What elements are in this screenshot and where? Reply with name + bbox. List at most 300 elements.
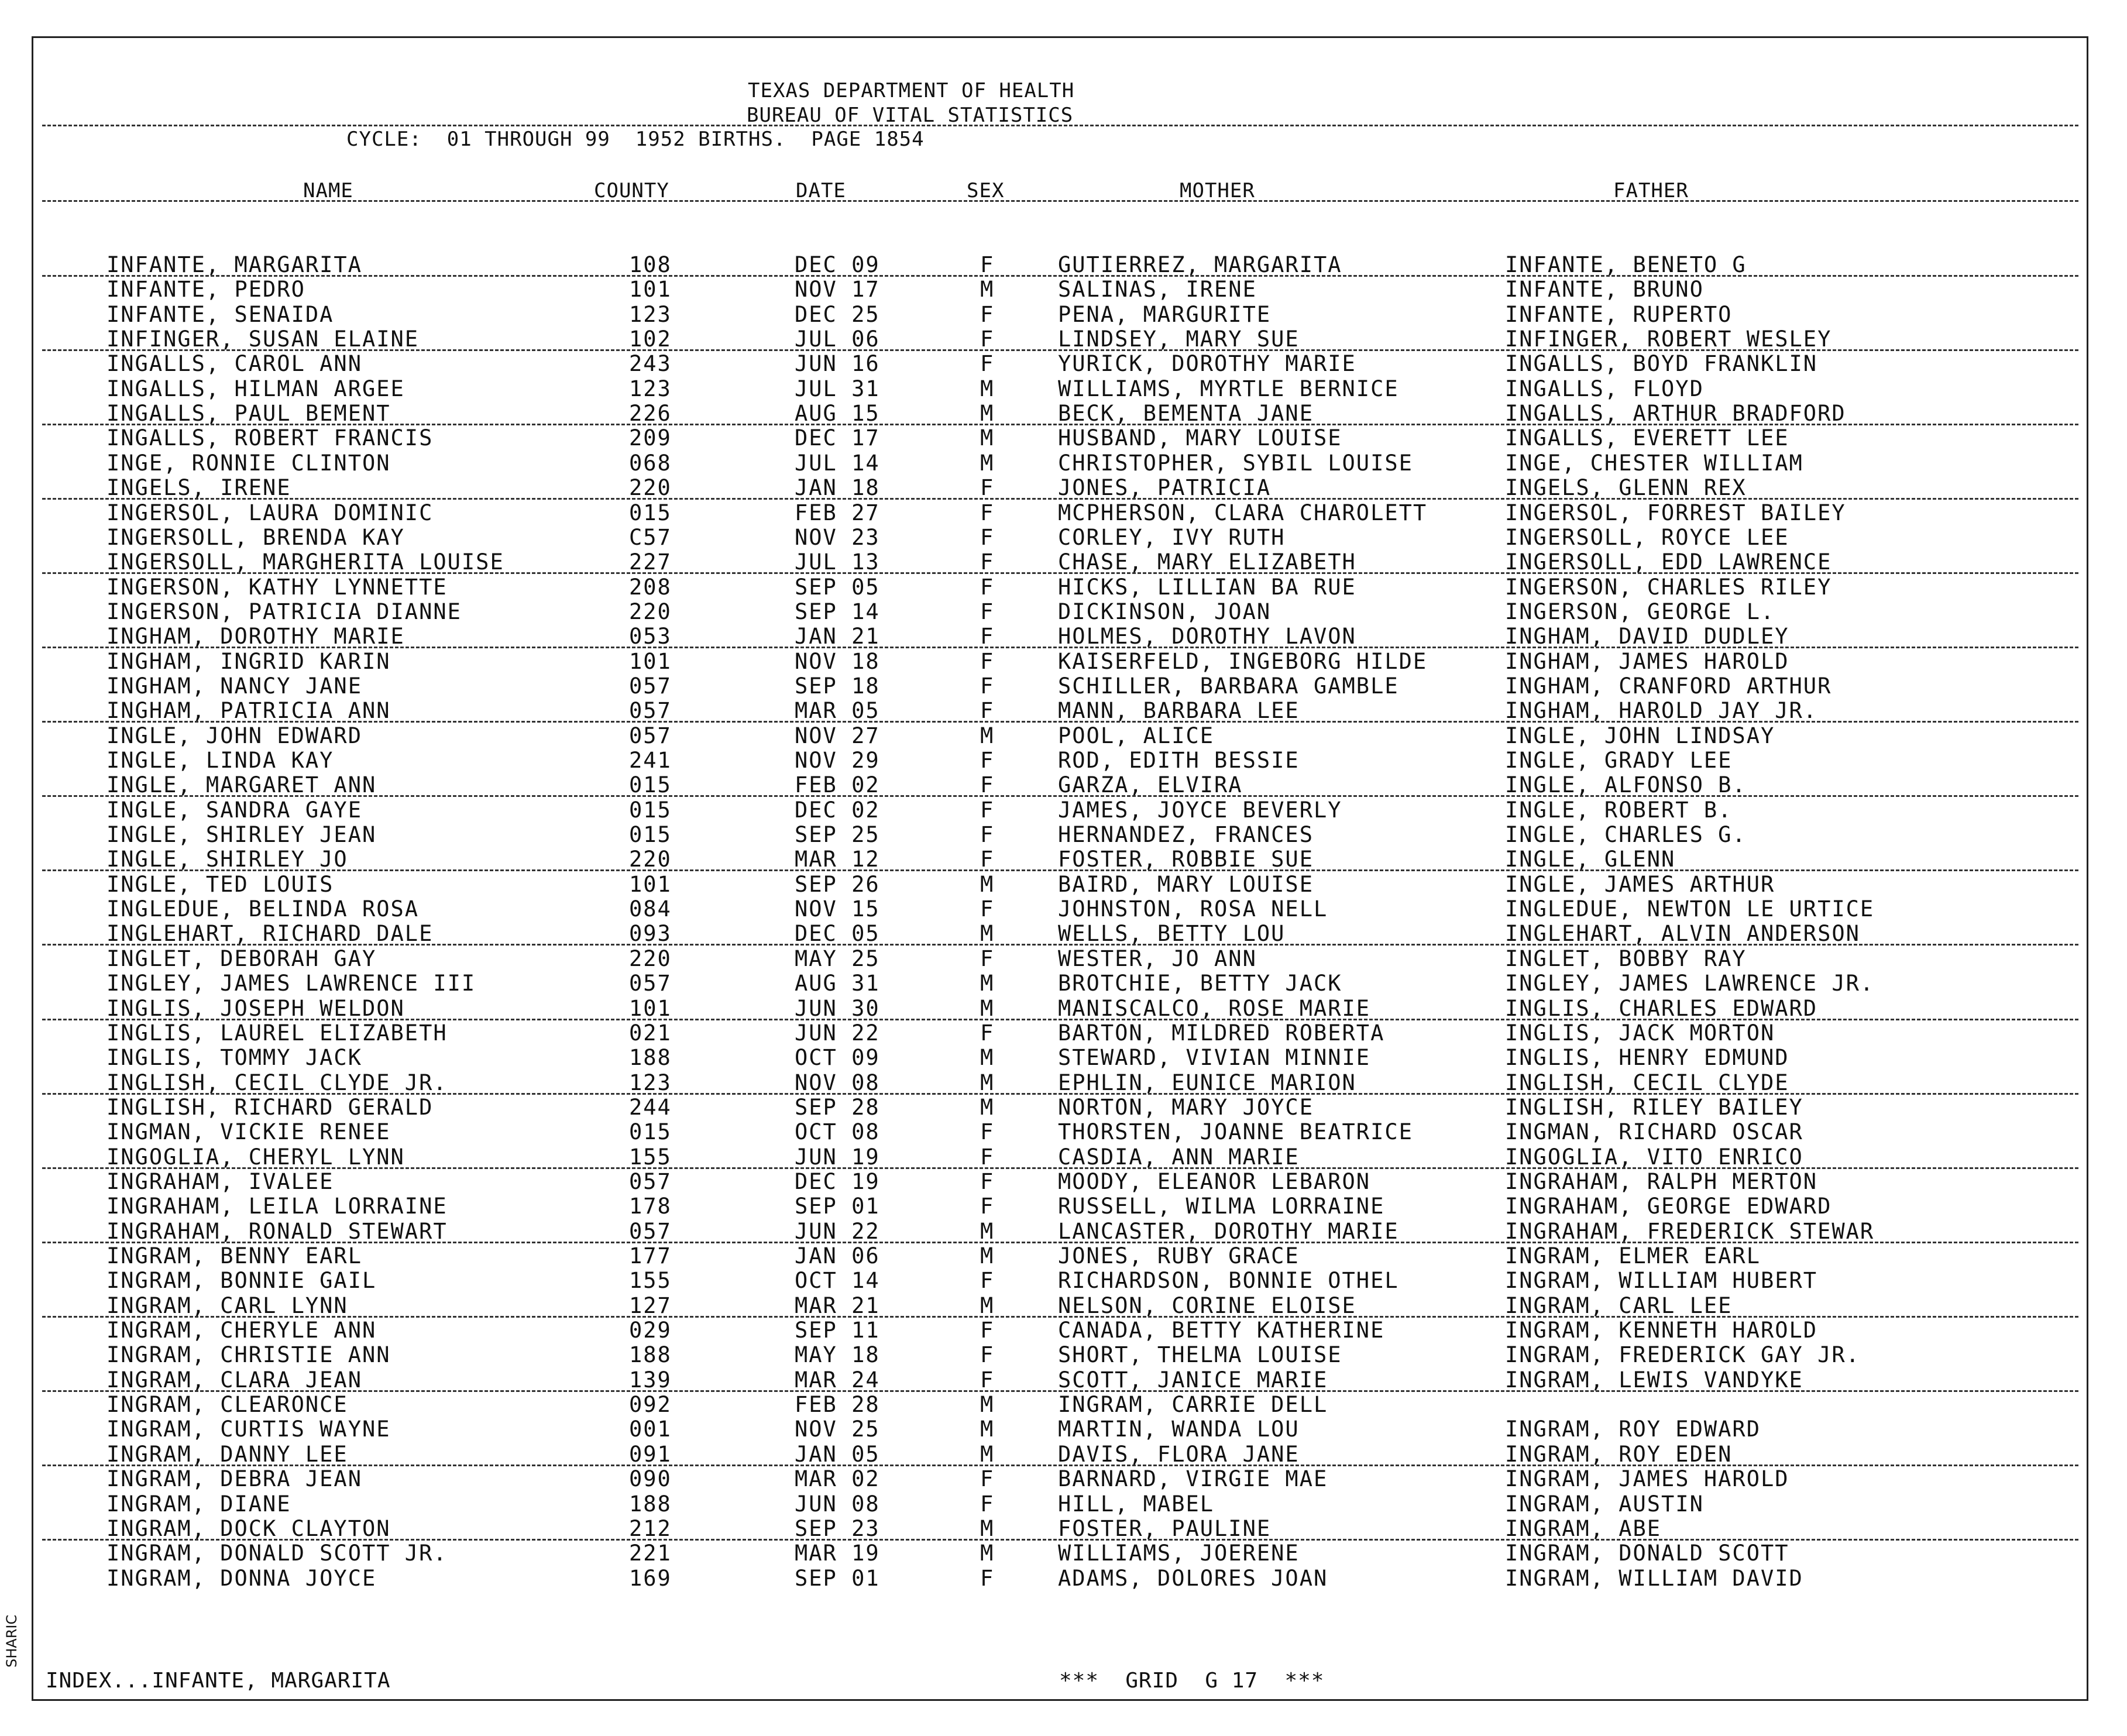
record-date: NOV 23 <box>795 524 880 550</box>
record-name: INGLIS, TOMMY JACK <box>106 1045 362 1071</box>
record-father: INGRAM, WILLIAM HUBERT <box>1505 1268 1818 1294</box>
record-father: INGRAM, CARL LEE <box>1505 1292 1733 1318</box>
record-father: INGHAM, JAMES HAROLD <box>1505 648 1789 674</box>
record-county: 220 <box>629 946 672 971</box>
record-sex: F <box>980 500 995 525</box>
record-father: INGERSOLL, ROYCE LEE <box>1505 524 1789 550</box>
record-name: INGRAM, CLEARONCE <box>106 1392 348 1418</box>
record-date: JAN 05 <box>795 1441 880 1467</box>
record-sex: M <box>980 995 995 1021</box>
table-row <box>0 699 2127 723</box>
record-county: 057 <box>629 1218 672 1244</box>
record-county: 091 <box>629 1441 672 1467</box>
record-date: SEP 26 <box>795 871 880 897</box>
record-mother: CASDIA, ANN MARIE <box>1058 1144 1300 1170</box>
table-row <box>0 352 2127 376</box>
record-sex: F <box>980 772 995 798</box>
record-date: SEP 01 <box>795 1194 880 1219</box>
record-sex: M <box>980 1292 995 1318</box>
record-sex: M <box>980 1070 995 1095</box>
record-date: OCT 09 <box>795 1045 880 1071</box>
record-mother: JONES, PATRICIA <box>1058 475 1272 501</box>
record-date: NOV 18 <box>795 648 880 674</box>
record-name: INFINGER, SUSAN ELAINE <box>106 326 420 352</box>
record-mother: HERNANDEZ, FRANCES <box>1058 822 1314 848</box>
record-date: NOV 29 <box>795 748 880 773</box>
record-sex: F <box>980 698 995 724</box>
row-group-rule <box>42 572 2078 574</box>
table-row <box>0 1541 2127 1566</box>
record-county: 177 <box>629 1243 672 1269</box>
record-father: INGLE, JOHN LINDSAY <box>1505 723 1775 748</box>
record-date: FEB 02 <box>795 772 880 798</box>
record-sex: F <box>980 301 995 327</box>
table-row <box>0 1517 2127 1541</box>
table-row <box>0 1467 2127 1491</box>
record-county: 001 <box>629 1417 672 1442</box>
record-mother: NELSON, CORINE ELOISE <box>1058 1292 1356 1318</box>
record-name: INGRAM, DONNA JOYCE <box>106 1565 377 1591</box>
record-name: INGRAM, DANNY LEE <box>106 1441 348 1467</box>
record-father: INGHAM, HAROLD JAY JR. <box>1505 698 1818 724</box>
table-row <box>0 847 2127 872</box>
record-sex: F <box>980 1491 995 1517</box>
table-row <box>0 971 2127 996</box>
record-father: INGALLS, BOYD FRANKLIN <box>1505 351 1818 377</box>
record-mother: KAISERFELD, INGEBORG HILDE <box>1058 648 1428 674</box>
record-father: INGRAM, JAMES HAROLD <box>1505 1466 1789 1492</box>
record-name: INGRAM, DEBRA JEAN <box>106 1466 362 1492</box>
record-date: JUN 08 <box>795 1491 880 1517</box>
table-row <box>0 1417 2127 1442</box>
record-father: INGRAM, ROY EDWARD <box>1505 1417 1761 1442</box>
record-date: JUL 14 <box>795 450 880 476</box>
record-mother: JONES, RUBY GRACE <box>1058 1243 1300 1269</box>
record-father: INGERSOL, FORREST BAILEY <box>1505 500 1846 525</box>
record-date: OCT 14 <box>795 1268 880 1294</box>
record-name: INGLE, SHIRLEY JO <box>106 847 348 872</box>
record-mother: CANADA, BETTY KATHERINE <box>1058 1318 1385 1343</box>
record-father: INGLE, JAMES ARTHUR <box>1505 871 1775 897</box>
record-father: INGLE, GLENN <box>1505 847 1676 872</box>
record-name: INGERSOLL, MARGHERITA LOUISE <box>106 549 504 575</box>
record-name: INGELS, IRENE <box>106 475 291 501</box>
record-county: 015 <box>629 772 672 798</box>
record-county: 243 <box>629 351 672 377</box>
record-sex: F <box>980 1318 995 1343</box>
record-father: INGRAHAM, FREDERICK STEWAR <box>1505 1218 1875 1244</box>
column-header-name: NAME <box>303 179 353 202</box>
record-county: 101 <box>629 995 672 1021</box>
record-county: 178 <box>629 1194 672 1219</box>
record-mother: ROD, EDITH BESSIE <box>1058 748 1300 773</box>
table-row <box>0 724 2127 748</box>
record-mother: CORLEY, IVY RUTH <box>1058 524 1286 550</box>
table-row <box>0 1095 2127 1120</box>
record-sex: F <box>980 1168 995 1194</box>
record-county: 057 <box>629 723 672 748</box>
record-county: 015 <box>629 1119 672 1145</box>
record-mother: WESTER, JO ANN <box>1058 946 1257 971</box>
table-row <box>0 1294 2127 1318</box>
record-father: INGLIS, HENRY EDMUND <box>1505 1045 1789 1071</box>
record-name: INGLE, MARGARET ANN <box>106 772 377 798</box>
record-sex: F <box>980 1268 995 1294</box>
record-mother: BARNARD, VIRGIE MAE <box>1058 1466 1328 1492</box>
record-mother: FOSTER, PAULINE <box>1058 1515 1272 1541</box>
record-mother: JOHNSTON, ROSA NELL <box>1058 896 1328 922</box>
record-name: INGERSON, KATHY LYNNETTE <box>106 574 448 600</box>
record-mother: FOSTER, ROBBIE SUE <box>1058 847 1314 872</box>
record-sex: F <box>980 1565 995 1591</box>
record-date: NOV 25 <box>795 1417 880 1442</box>
record-sex: F <box>980 648 995 674</box>
record-mother: BARTON, MILDRED ROBERTA <box>1058 1020 1385 1046</box>
record-mother: RICHARDSON, BONNIE OTHEL <box>1058 1268 1399 1294</box>
record-mother: WILLIAMS, MYRTLE BERNICE <box>1058 376 1399 401</box>
table-row <box>0 798 2127 823</box>
record-mother: EPHLIN, EUNICE MARION <box>1058 1070 1356 1095</box>
record-date: DEC 09 <box>795 252 880 277</box>
table-row <box>0 1442 2127 1467</box>
record-date: JUL 06 <box>795 326 880 352</box>
record-mother: STEWARD, VIVIAN MINNIE <box>1058 1045 1371 1071</box>
record-county: 220 <box>629 475 672 501</box>
record-mother: LINDSEY, MARY SUE <box>1058 326 1300 352</box>
record-name: INGERSOL, LAURA DOMINIC <box>106 500 434 525</box>
record-mother: MANISCALCO, ROSE MARIE <box>1058 995 1371 1021</box>
record-date: JAN 06 <box>795 1243 880 1269</box>
record-sex: F <box>980 946 995 971</box>
record-date: NOV 27 <box>795 723 880 748</box>
record-sex: F <box>980 549 995 575</box>
record-father: INGELS, GLENN REX <box>1505 475 1747 501</box>
record-county: 139 <box>629 1367 672 1393</box>
record-mother: DICKINSON, JOAN <box>1058 599 1272 624</box>
record-name: INFANTE, SENAIDA <box>106 301 334 327</box>
record-county: 057 <box>629 971 672 996</box>
record-sex: F <box>980 1119 995 1145</box>
table-row <box>0 773 2127 797</box>
record-county: 057 <box>629 1168 672 1194</box>
record-county: 029 <box>629 1318 672 1343</box>
table-row <box>0 872 2127 897</box>
record-father: INGLIS, JACK MORTON <box>1505 1020 1775 1046</box>
record-county: 021 <box>629 1020 672 1046</box>
record-sex: F <box>980 351 995 377</box>
column-header-mother: MOTHER <box>1180 179 1255 202</box>
record-mother: LANCASTER, DOROTHY MARIE <box>1058 1218 1399 1244</box>
record-date: MAY 25 <box>795 946 880 971</box>
record-sex: F <box>980 1194 995 1219</box>
record-father: INGRAM, WILLIAM DAVID <box>1505 1565 1803 1591</box>
record-father: INGMAN, RICHARD OSCAR <box>1505 1119 1803 1145</box>
record-sex: M <box>980 1392 995 1418</box>
record-father: INGLIS, CHARLES EDWARD <box>1505 995 1818 1021</box>
record-county: 101 <box>629 871 672 897</box>
record-county: 101 <box>629 277 672 302</box>
record-county: 226 <box>629 401 672 427</box>
record-county: 209 <box>629 425 672 451</box>
table-row <box>0 996 2127 1021</box>
record-mother: WILLIAMS, JOERENE <box>1058 1541 1300 1566</box>
record-name: INGHAM, DOROTHY MARIE <box>106 624 405 649</box>
record-father: INGHAM, CRANFORD ARTHUR <box>1505 673 1832 699</box>
record-sex: F <box>980 524 995 550</box>
table-row <box>0 1120 2127 1144</box>
record-name: INGLISH, RICHARD GERALD <box>106 1094 434 1120</box>
record-county: 169 <box>629 1565 672 1591</box>
table-row <box>0 302 2127 327</box>
record-date: SEP 18 <box>795 673 880 699</box>
table-row <box>0 649 2127 674</box>
record-county: 101 <box>629 648 672 674</box>
record-name: INGRAHAM, LEILA LORRAINE <box>106 1194 448 1219</box>
record-county: 127 <box>629 1292 672 1318</box>
table-row <box>0 1021 2127 1046</box>
record-date: DEC 19 <box>795 1168 880 1194</box>
record-sex: F <box>980 797 995 823</box>
record-father: INGLE, ROBERT B. <box>1505 797 1733 823</box>
record-name: INGALLS, PAUL BEMENT <box>106 401 391 427</box>
record-mother: MCPHERSON, CLARA CHAROLETT <box>1058 500 1428 525</box>
record-father: INFANTE, BENETO G <box>1505 252 1747 277</box>
record-mother: MOODY, ELEANOR LEBARON <box>1058 1168 1371 1194</box>
record-sex: M <box>980 1515 995 1541</box>
record-county: 208 <box>629 574 672 600</box>
record-father: INGE, CHESTER WILLIAM <box>1505 450 1803 476</box>
record-date: OCT 08 <box>795 1119 880 1145</box>
record-county: 068 <box>629 450 672 476</box>
record-sex: M <box>980 277 995 302</box>
record-county: 015 <box>629 797 672 823</box>
record-sex: F <box>980 1144 995 1170</box>
record-father: INGRAM, ABE <box>1505 1515 1662 1541</box>
record-name: INGRAM, CHRISTIE ANN <box>106 1342 391 1368</box>
record-mother: ADAMS, DOLORES JOAN <box>1058 1565 1328 1591</box>
record-sex: M <box>980 1541 995 1566</box>
record-name: INFANTE, PEDRO <box>106 277 305 302</box>
table-row <box>0 1343 2127 1367</box>
record-father: INGLEHART, ALVIN ANDERSON <box>1505 921 1860 947</box>
row-group-rule <box>42 498 2078 500</box>
record-sex: F <box>980 1342 995 1368</box>
table-row <box>0 1071 2127 1095</box>
row-group-rule <box>42 721 2078 723</box>
record-name: INGRAM, CLARA JEAN <box>106 1367 362 1393</box>
record-mother: WELLS, BETTY LOU <box>1058 921 1286 947</box>
record-date: MAR 12 <box>795 847 880 872</box>
record-county: 220 <box>629 847 672 872</box>
record-name: INFANTE, MARGARITA <box>106 252 362 277</box>
table-row <box>0 525 2127 550</box>
record-date: JUL 13 <box>795 549 880 575</box>
record-father: INGOGLIA, VITO ENRICO <box>1505 1144 1803 1170</box>
record-county: 057 <box>629 673 672 699</box>
header-bureau: BUREAU OF VITAL STATISTICS <box>747 104 1074 127</box>
record-county: 227 <box>629 549 672 575</box>
record-father: INGALLS, ARTHUR BRADFORD <box>1505 401 1846 427</box>
record-date: JAN 18 <box>795 475 880 501</box>
record-sex: F <box>980 748 995 773</box>
record-mother: HOLMES, DOROTHY LAVON <box>1058 624 1356 649</box>
record-date: SEP 25 <box>795 822 880 848</box>
record-name: INGRAM, CHERYLE ANN <box>106 1318 377 1343</box>
record-date: FEB 28 <box>795 1392 880 1418</box>
record-name: INGHAM, INGRID KARIN <box>106 648 391 674</box>
record-name: INGALLS, ROBERT FRANCIS <box>106 425 434 451</box>
record-name: INGLE, TED LOUIS <box>106 871 334 897</box>
record-date: JUN 22 <box>795 1020 880 1046</box>
record-sex: M <box>980 376 995 401</box>
record-father: INGLE, CHARLES G. <box>1505 822 1747 848</box>
record-name: INGALLS, HILMAN ARGEE <box>106 376 405 401</box>
record-name: INGRAM, DOCK CLAYTON <box>106 1515 391 1541</box>
column-header-county: COUNTY <box>594 179 669 202</box>
record-name: INGRAM, DIANE <box>106 1491 291 1517</box>
record-name: INGERSON, PATRICIA DIANNE <box>106 599 462 624</box>
record-name: INGOGLIA, CHERYL LYNN <box>106 1144 405 1170</box>
table-row <box>0 550 2127 575</box>
record-date: MAR 21 <box>795 1292 880 1318</box>
record-date: JUL 31 <box>795 376 880 401</box>
record-date: NOV 17 <box>795 277 880 302</box>
record-mother: SCOTT, JANICE MARIE <box>1058 1367 1328 1393</box>
record-sex: F <box>980 847 995 872</box>
record-mother: BROTCHIE, BETTY JACK <box>1058 971 1342 996</box>
record-father: INFINGER, ROBERT WESLEY <box>1505 326 1832 352</box>
record-father: INGLEY, JAMES LAWRENCE JR. <box>1505 971 1875 996</box>
record-name: INGLE, JOHN EDWARD <box>106 723 362 748</box>
row-group-rule <box>42 944 2078 946</box>
table-row <box>0 451 2127 476</box>
record-date: SEP 14 <box>795 599 880 624</box>
record-father: INGRAM, ELMER EARL <box>1505 1243 1761 1269</box>
footer-index: INDEX...INFANTE, MARGARITA <box>46 1669 391 1693</box>
record-mother: GUTIERREZ, MARGARITA <box>1058 252 1342 277</box>
record-name: INGMAN, VICKIE RENEE <box>106 1119 391 1145</box>
record-county: 053 <box>629 624 672 649</box>
table-row <box>0 277 2127 302</box>
record-name: INGRAM, DONALD SCOTT JR. <box>106 1541 448 1566</box>
table-row <box>0 1244 2127 1269</box>
record-mother: HICKS, LILLIAN BA RUE <box>1058 574 1356 600</box>
table-row <box>0 377 2127 401</box>
record-date: DEC 05 <box>795 921 880 947</box>
record-county: 244 <box>629 1094 672 1120</box>
record-date: NOV 08 <box>795 1070 880 1095</box>
table-row <box>0 1194 2127 1219</box>
record-name: INGRAHAM, RONALD STEWART <box>106 1218 448 1244</box>
record-date: SEP 11 <box>795 1318 880 1343</box>
table-row <box>0 1145 2127 1170</box>
table-row <box>0 1368 2127 1393</box>
record-county: 123 <box>629 1070 672 1095</box>
record-sex: F <box>980 822 995 848</box>
record-father: INGALLS, FLOYD <box>1505 376 1704 401</box>
header-department: TEXAS DEPARTMENT OF HEALTH <box>748 79 1075 102</box>
record-mother: MARTIN, WANDA LOU <box>1058 1417 1300 1442</box>
column-header-date: DATE <box>796 179 846 202</box>
table-row <box>0 1046 2127 1070</box>
table-row <box>0 922 2127 946</box>
record-mother: MANN, BARBARA LEE <box>1058 698 1300 724</box>
record-mother: PENA, MARGURITE <box>1058 301 1272 327</box>
header-cycle: CYCLE: 01 THROUGH 99 1952 BIRTHS. PAGE 1854 <box>346 128 925 151</box>
record-sex: M <box>980 1094 995 1120</box>
record-sex: M <box>980 971 995 996</box>
record-mother: HUSBAND, MARY LOUISE <box>1058 425 1342 451</box>
record-county: 057 <box>629 698 672 724</box>
record-date: NOV 15 <box>795 896 880 922</box>
table-row <box>0 1269 2127 1293</box>
record-mother: RUSSELL, WILMA LORRAINE <box>1058 1194 1385 1219</box>
table-row <box>0 748 2127 773</box>
record-name: INGLIS, JOSEPH WELDON <box>106 995 405 1021</box>
record-sex: F <box>980 326 995 352</box>
record-date: MAR 24 <box>795 1367 880 1393</box>
record-county: 155 <box>629 1268 672 1294</box>
record-sex: F <box>980 896 995 922</box>
record-county: 221 <box>629 1541 672 1566</box>
record-name: INGLE, SHIRLEY JEAN <box>106 822 377 848</box>
record-county: 102 <box>629 326 672 352</box>
record-date: MAR 19 <box>795 1541 880 1566</box>
record-county: 090 <box>629 1466 672 1492</box>
row-group-rule <box>42 647 2078 648</box>
record-mother: POOL, ALICE <box>1058 723 1215 748</box>
record-name: INGLEDUE, BELINDA ROSA <box>106 896 420 922</box>
record-county: 093 <box>629 921 672 947</box>
record-father: INGRAM, AUSTIN <box>1505 1491 1704 1517</box>
row-group-rule <box>42 795 2078 797</box>
record-mother: THORSTEN, JOANNE BEATRICE <box>1058 1119 1413 1145</box>
record-father: INGRAM, FREDERICK GAY JR. <box>1505 1342 1860 1368</box>
record-mother: DAVIS, FLORA JANE <box>1058 1441 1300 1467</box>
record-mother: SHORT, THELMA LOUISE <box>1058 1342 1342 1368</box>
table-row <box>0 624 2127 649</box>
side-mark: SHARIC <box>4 1614 20 1668</box>
record-sex: F <box>980 252 995 277</box>
record-father: INGRAM, LEWIS VANDYKE <box>1505 1367 1803 1393</box>
record-name: INGLE, SANDRA GAYE <box>106 797 362 823</box>
record-sex: F <box>980 624 995 649</box>
record-date: JUN 16 <box>795 351 880 377</box>
record-mother: CHASE, MARY ELIZABETH <box>1058 549 1356 575</box>
record-date: SEP 01 <box>795 1565 880 1591</box>
record-sex: F <box>980 599 995 624</box>
record-date: AUG 15 <box>795 401 880 427</box>
table-row <box>0 575 2127 600</box>
record-county: 188 <box>629 1045 672 1071</box>
record-name: INGLEY, JAMES LAWRENCE III <box>106 971 476 996</box>
record-date: DEC 25 <box>795 301 880 327</box>
record-mother: YURICK, DOROTHY MARIE <box>1058 351 1356 377</box>
record-name: INGRAM, BONNIE GAIL <box>106 1268 377 1294</box>
record-county: 188 <box>629 1491 672 1517</box>
record-name: INGLISH, CECIL CLYDE JR. <box>106 1070 448 1095</box>
record-sex: F <box>980 1367 995 1393</box>
table-row <box>0 253 2127 277</box>
record-name: INGRAM, BENNY EARL <box>106 1243 362 1269</box>
record-sex: M <box>980 450 995 476</box>
record-sex: M <box>980 1218 995 1244</box>
record-date: MAR 05 <box>795 698 880 724</box>
record-date: MAR 02 <box>795 1466 880 1492</box>
record-sex: F <box>980 475 995 501</box>
record-father: INGRAHAM, RALPH MERTON <box>1505 1168 1818 1194</box>
record-county: 155 <box>629 1144 672 1170</box>
